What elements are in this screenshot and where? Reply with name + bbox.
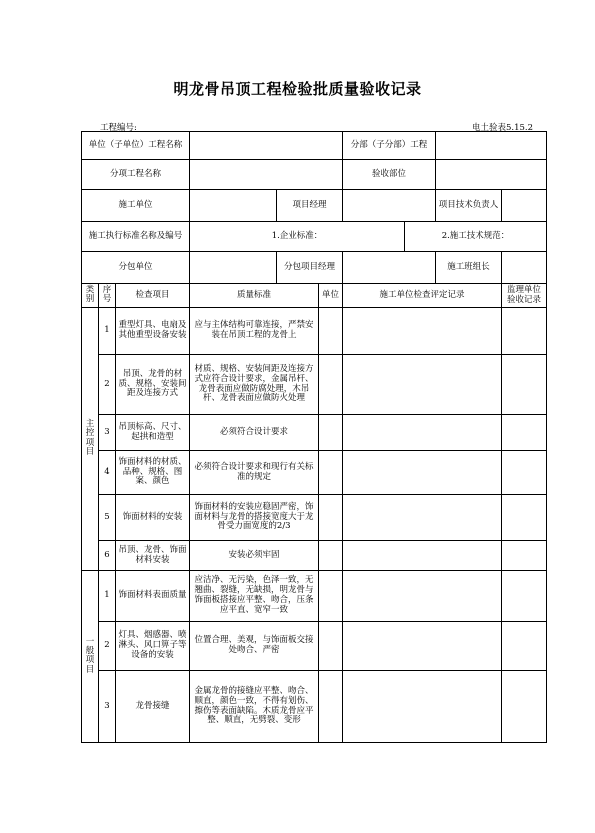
row-number: 4 [99,451,116,495]
table-row [82,541,547,571]
table-row [82,308,547,355]
check-item: 龙骨接缝 [116,671,190,743]
subitem-label: 分项工程名称 [82,160,190,190]
col-construction-record: 施工单位检查评定记录 [343,284,502,308]
acceptance-part-label: 验收部位 [343,160,436,190]
row-number: 1 [99,571,116,622]
technical-spec[interactable]: 2.施工技术规范： [405,222,547,252]
project-manager-field[interactable] [343,190,436,222]
construction-record-cell[interactable] [343,495,502,541]
supervision-record-cell[interactable] [502,451,547,495]
unit-name-field[interactable] [190,132,343,160]
form-code: 电土验表5.15.2 [471,123,533,133]
construction-record-cell[interactable] [343,355,502,415]
supervision-record-cell[interactable] [502,571,547,622]
col-category: 类别 [82,284,99,308]
quality-standard: 饰面材料的安装应稳固严密，饰面材料与龙骨的搭接宽度大于龙骨受力面宽度的2/3 [190,495,319,541]
supervision-record-cell[interactable] [502,415,547,451]
table-row [82,415,547,451]
construction-record-cell[interactable] [343,571,502,622]
construction-record-cell[interactable] [343,415,502,451]
subitem-field[interactable] [190,160,343,190]
unit-cell[interactable] [319,622,343,671]
check-item: 灯具、烟感器、喷淋头、风口箅子等设备的安装 [116,622,190,671]
project-manager-label: 项目经理 [277,190,343,222]
supervision-record-cell[interactable] [502,355,547,415]
quality-standard: 应与主体结构可靠连接，严禁安装在吊顶工程的龙骨上 [190,308,319,355]
quality-standard: 必须符合设计要求和现行有关标准的规定 [190,451,319,495]
check-item: 吊顶标高、尺寸、起拱和造型 [116,415,190,451]
check-item: 重型灯具、电扇及其他重型设备安装 [116,308,190,355]
supervision-record-cell[interactable] [502,671,547,743]
check-item: 饰面材料的安装 [116,495,190,541]
unit-cell[interactable] [319,451,343,495]
col-item: 检查项目 [116,284,190,308]
quality-standard: 位置合理、美观，与饰面板交接处吻合、严密 [190,622,319,671]
col-unit: 单位 [319,284,343,308]
division-field[interactable] [436,132,547,160]
subcontract-unit-label: 分包单位 [82,252,190,284]
row-number: 6 [99,541,116,571]
construction-record-cell[interactable] [343,541,502,571]
check-item: 饰面材料的材质、品种、规格、图案、颜色 [116,451,190,495]
enterprise-standard[interactable]: 1.企业标准： [190,222,405,252]
inspection-record-table [81,131,547,743]
construction-unit-field[interactable] [190,190,277,222]
construction-record-cell[interactable] [343,308,502,355]
unit-cell[interactable] [319,495,343,541]
unit-cell[interactable] [319,571,343,622]
construction-record-cell[interactable] [343,451,502,495]
tech-lead-label: 项目技术负责人 [436,190,502,222]
project-number-label: 工程编号: [100,123,137,133]
subcontract-manager-field[interactable] [343,252,436,284]
construction-record-cell[interactable] [343,622,502,671]
row-number: 3 [99,415,116,451]
unit-cell[interactable] [319,308,343,355]
quality-standard: 必须符合设计要求 [190,415,319,451]
construction-unit-label: 施工单位 [82,190,190,222]
unit-cell[interactable] [319,355,343,415]
quality-standard: 金属龙骨的接缝应平整、吻合、顺直，颜色一致，不得有划伤、擦伤等表面缺陷。木质龙骨应平整、顺直，无劈裂、变形 [190,671,319,743]
check-item: 饰面材料表面质量 [116,571,190,622]
subcontract-manager-label: 分包项目经理 [277,252,343,284]
table-row [82,671,547,743]
col-seq: 序号 [99,284,116,308]
table-row [82,495,547,541]
table-row [82,355,547,415]
general-category: 一般项目 [82,571,99,743]
division-label: 分部（子分部）工程 [343,132,436,160]
standard-label: 施工执行标准名称及编号 [82,222,190,252]
team-leader-field[interactable] [502,252,547,284]
construction-record-cell[interactable] [343,671,502,743]
table-row [82,622,547,671]
acceptance-part-field[interactable] [436,160,547,190]
quality-standard: 材质、规格、安装间距及连接方式应符合设计要求，金属吊杆、龙骨表面应做防腐处理，木吊杆、龙骨表面应做防火处理 [190,355,319,415]
tech-lead-field[interactable] [502,190,547,222]
row-number: 3 [99,671,116,743]
supervision-record-cell[interactable] [502,622,547,671]
quality-standard: 安装必须牢固 [190,541,319,571]
check-item: 吊顶、龙骨、饰面材料安装 [116,541,190,571]
unit-name-label: 单位（子单位）工程名称 [82,132,190,160]
row-number: 2 [99,355,116,415]
check-item: 吊顶、龙骨的材质、规格、安装间距及连接方式 [116,355,190,415]
unit-cell[interactable] [319,415,343,451]
table-row [82,571,547,622]
table-row [82,451,547,495]
col-standard: 质量标准 [190,284,319,308]
quality-standard: 应洁净、无污染，色泽一致，无翘曲、裂缝，无缺损，明龙骨与饰面板搭接应平整、吻合，压条应平直、宽窄一致 [190,571,319,622]
supervision-record-cell[interactable] [502,495,547,541]
col-supervision-record: 监理单位验收记录 [502,284,547,308]
unit-cell[interactable] [319,541,343,571]
unit-cell[interactable] [319,671,343,743]
row-number: 5 [99,495,116,541]
supervision-record-cell[interactable] [502,308,547,355]
form-title: 明龙骨吊顶工程检验批质量验收记录 [173,80,422,98]
team-leader-label: 施工班组长 [436,252,502,284]
main-control-category: 主控项目 [82,308,99,571]
row-number: 1 [99,308,116,355]
subcontract-unit-field[interactable] [190,252,277,284]
row-number: 2 [99,622,116,671]
supervision-record-cell[interactable] [502,541,547,571]
